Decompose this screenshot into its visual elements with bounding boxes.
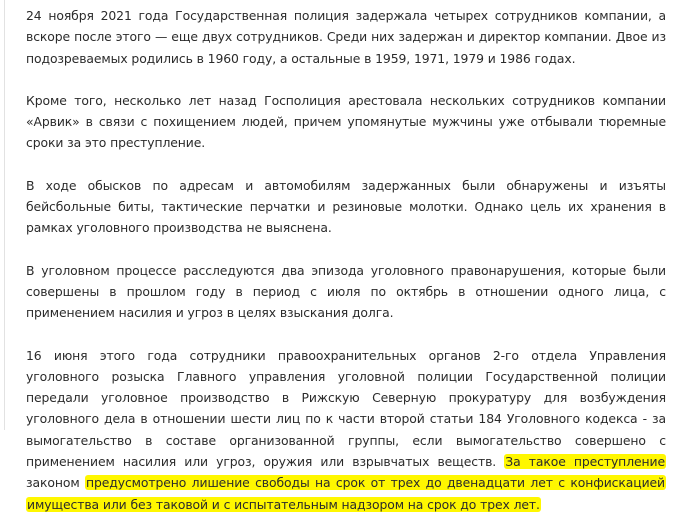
article-body <box>26 5 666 515</box>
paragraph-prosecution-gap: законом <box>26 475 85 491</box>
paragraph-prosecution <box>26 345 666 515</box>
paragraph-episodes: В уголовном процессе расследуются два эпизода уголовного правонарушения, которые были совершены в прошлом году в период с июля по октябрь в отношении одного лица, с применением насилия и угроз в целях взыскания долга. <box>26 262 666 321</box>
left-border-line <box>4 0 5 430</box>
paragraph-prosecution-text: 16 июня этого года сотрудники правоохранительных органов 2-го отдела Управления уголовного розыска Главного управления уголовной полиции Государственной полиции передали уголовное производство в Рижскую Северную прокуратуру для возбуждения уголовного дела в отношении шести лиц по к части второй статьи 184 Уголовного кодекса - за вымогательство в составе организованной группы, если вымогательство совершено с применением насилия или угроз, оружия или взрывчатых веществ. <box>26 347 666 470</box>
highlighted-text: За такое преступление <box>505 454 666 470</box>
paragraph-previous-arrests: Кроме того, несколько лет назад Госполиция арестовала нескольких сотрудников компании «Арвик» в связи с похищением людей, причем упомянутые мужчины уже отбывали тюремные сроки за это преступление. <box>26 92 666 151</box>
paragraph-arrest: 24 ноября 2021 года Государственная полиция задержала четырех сотрудников компании, а вскоре после этого — еще двух сотрудников. Среди них задержан и директор компании. Двое из подозреваемых родились в 1960 году, а остальные в 1959, 1971, 1979 и 1986 годах. <box>26 8 666 66</box>
highlighted-text: предусмотрено лишение свободы на срок от трех до двенадцати лет с конфискацией имущества или без таковой и с испытательным надзором на срок до трех лет. <box>27 475 666 512</box>
paragraph-searches: В ходе обысков по адресам и автомобилям задержанных были обнаружены и изъяты бейсбольные биты, тактические перчатки и резиновые молотки. Однако цель их хранения в рамках уголовного производства не выяснена. <box>26 177 666 236</box>
